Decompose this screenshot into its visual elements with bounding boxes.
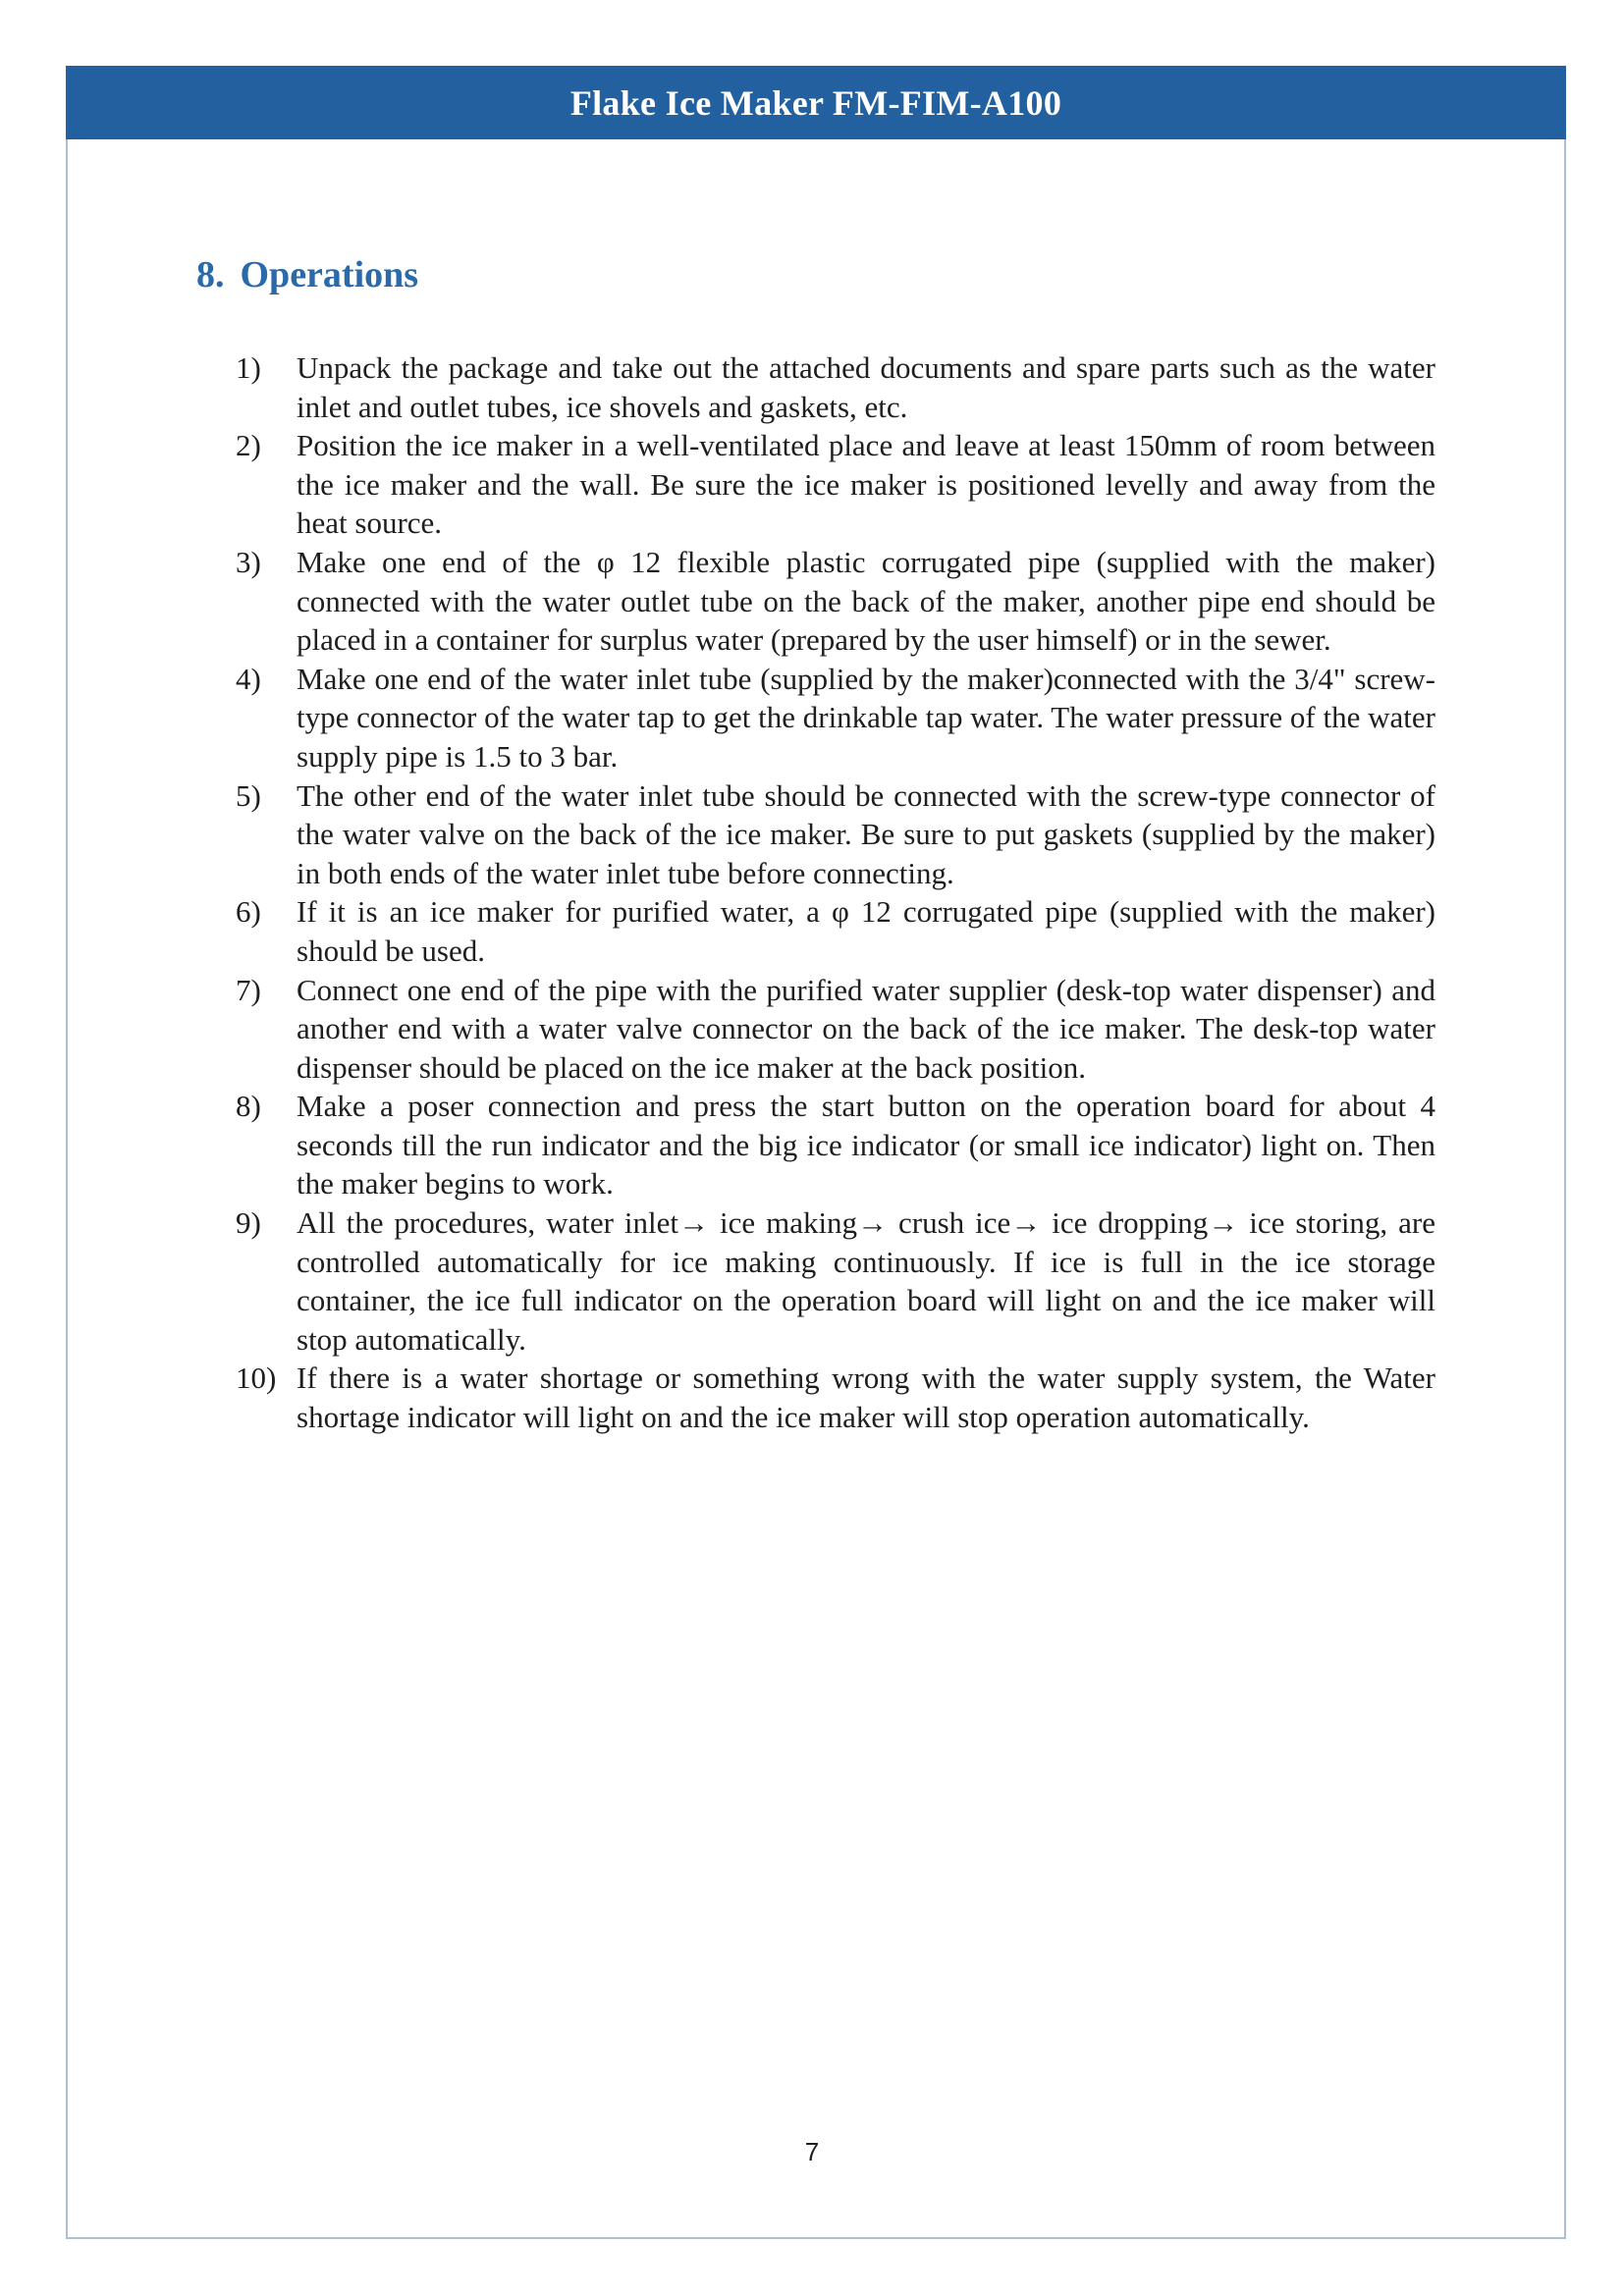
step-text: If there is a water shortage or something wrong with the water supply system, the Water shortage indicator will light on and the ice maker will stop operation automatically. [297, 1361, 1435, 1435]
operation-step [236, 776, 1435, 893]
operation-step [236, 1087, 1435, 1203]
step-number: 8) [236, 1089, 261, 1124]
step-text: Make a poser connection and press the start button on the operation board for about 4 seconds till the run indicator and the big ice indicator (or small ice indicator) light on. Then the maker begins to work. [297, 1089, 1435, 1201]
step-number: 9) [236, 1205, 261, 1241]
document-title: Flake Ice Maker FM-FIM-A100 [569, 82, 1062, 123]
operation-step [236, 971, 1435, 1088]
operation-step [236, 426, 1435, 543]
operation-step [236, 892, 1435, 970]
step-number: 1) [236, 350, 261, 385]
step-text: If it is an ice maker for purified water, a φ 12 corrugated pipe (supplied with the maker) should be used. [297, 894, 1435, 968]
page-number: 7 [804, 2137, 820, 2166]
step-text: Position the ice maker in a well-ventilated place and leave at least 150mm of room between the ice maker and the wall. Be sure the ice maker is positioned levelly and away from the heat source. [297, 428, 1435, 541]
operations-list [236, 348, 1435, 1437]
document-header [66, 66, 1566, 139]
operation-step [236, 348, 1435, 426]
step-number: 3) [236, 544, 261, 579]
step-number: 7) [236, 972, 261, 1007]
step-text: Connect one end of the pipe with the purified water supplier (desk-top water dispenser) and another end with a water valve connector on the back of the ice maker. The desk-top water dispenser should be placed on the ice maker at the back position. [297, 972, 1435, 1085]
step-number: 6) [236, 894, 261, 930]
step-text: All the procedures, water inlet→ ice making→ crush ice→ ice dropping→ ice storing, are controlled automatically for ice making continuously. If ice is full in the ice storage container, the ice full indicator on the operation board will light on and the ice maker will stop automatically. [297, 1205, 1435, 1357]
operation-step [236, 1359, 1435, 1436]
section-title: Operations [240, 254, 419, 295]
step-text: Make one end of the φ 12 flexible plastic corrugated pipe (supplied with the maker) connected with the water outlet tube on the back of the maker, another pipe end should be placed in a container for surplus water (prepared by the user himself) or in the sewer. [297, 544, 1435, 658]
step-number: 2) [236, 428, 261, 463]
operation-step [236, 543, 1435, 660]
step-number: 5) [236, 777, 261, 813]
section-heading [196, 253, 418, 296]
step-number: 10) [236, 1361, 277, 1396]
section-number: 8. [196, 254, 225, 295]
step-number: 4) [236, 661, 261, 696]
operation-step [236, 660, 1435, 776]
step-text: Make one end of the water inlet tube (supplied by the maker)connected with the 3/4" screw-type connector of the water tap to get the drinkable tap water. The water pressure of the water supply pipe is 1.5 to 3 bar. [297, 661, 1435, 774]
step-text: Unpack the package and take out the attached documents and spare parts such as the water inlet and outlet tubes, ice shovels and gaskets, etc. [297, 350, 1435, 424]
operation-step [236, 1203, 1435, 1359]
step-text: The other end of the water inlet tube should be connected with the screw-type connector of the water valve on the back of the ice maker. Be sure to put gaskets (supplied by the maker) in both ends of the water inlet tube before connecting. [297, 777, 1435, 890]
